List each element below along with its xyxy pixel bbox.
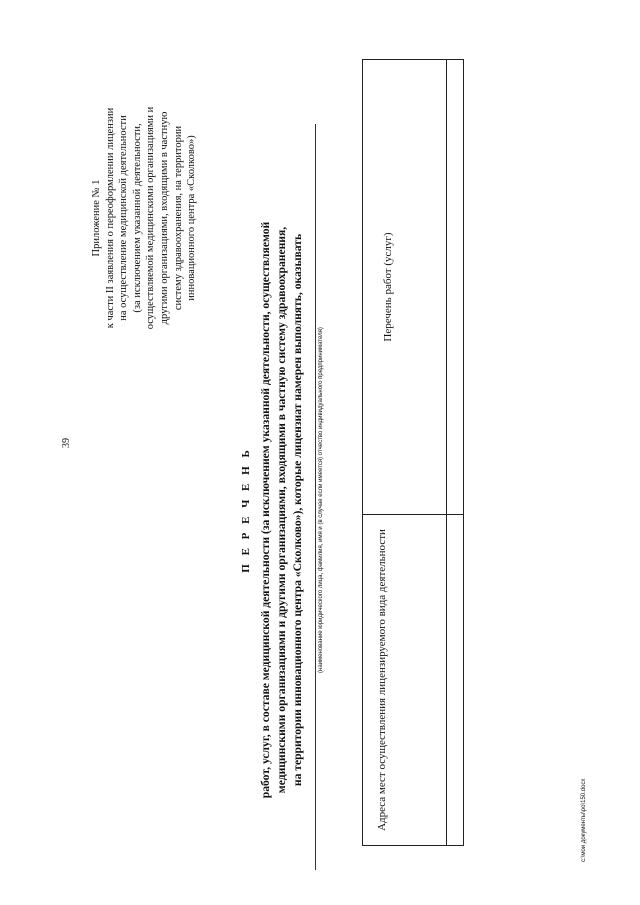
table-empty-row [445,59,464,846]
table-header-works [363,60,446,514]
footer-file-path: c:\мои документы\ро\150.docx [581,778,587,862]
name-fill-caption: (наименование юридического лица, фамилия, имя и (в случае если имеется) отчество индивидуального предпринимателя) [318,327,324,673]
appendix-line: (за исключением указанной деятельности, [131,123,143,313]
appendix-line: к части II заявления о переоформлении лицензии [104,107,116,329]
subtitle-line: на территории инновационного центра «Сколково»), которые лицензиат намерен выполнять, оказывать [291,233,304,787]
document-title-block [238,130,306,890]
appendix-line: систему здравоохранения, на территории [172,125,184,311]
name-fill-line [315,124,316,870]
table-column-divider [445,514,463,515]
appendix-block [90,68,199,368]
appendix-line: осуществляемой медицинскими организациями и [145,106,157,330]
appendix-line: другими организациями, входящими в частную [158,111,170,325]
rotated-page-content [50,50,590,890]
table-header-addresses-label: Адреса мест осуществления лицензируемого вида деятельности [376,529,388,831]
table-header-works-label: Перечень работ (услуг) [382,232,394,342]
table-header-addresses [363,514,446,845]
document-title: П Е Р Е Ч Е Н Ь [240,447,252,573]
appendix-line: инновационного центра «Сколково») [186,135,198,301]
appendix-line: на осуществление медицинской деятельности [118,115,130,321]
page-number: 39 [61,438,72,448]
subtitle-line: медицинскими организациями и другими организациями, входящими в частную систему здравоохранения, [275,226,288,794]
appendix-header: Приложение № 1 [91,179,102,257]
subtitle-line: работ, услуг, в составе медицинской деятельности (за исключением указанной деятельности, осуществляемой [259,221,272,799]
works-table [362,59,447,846]
